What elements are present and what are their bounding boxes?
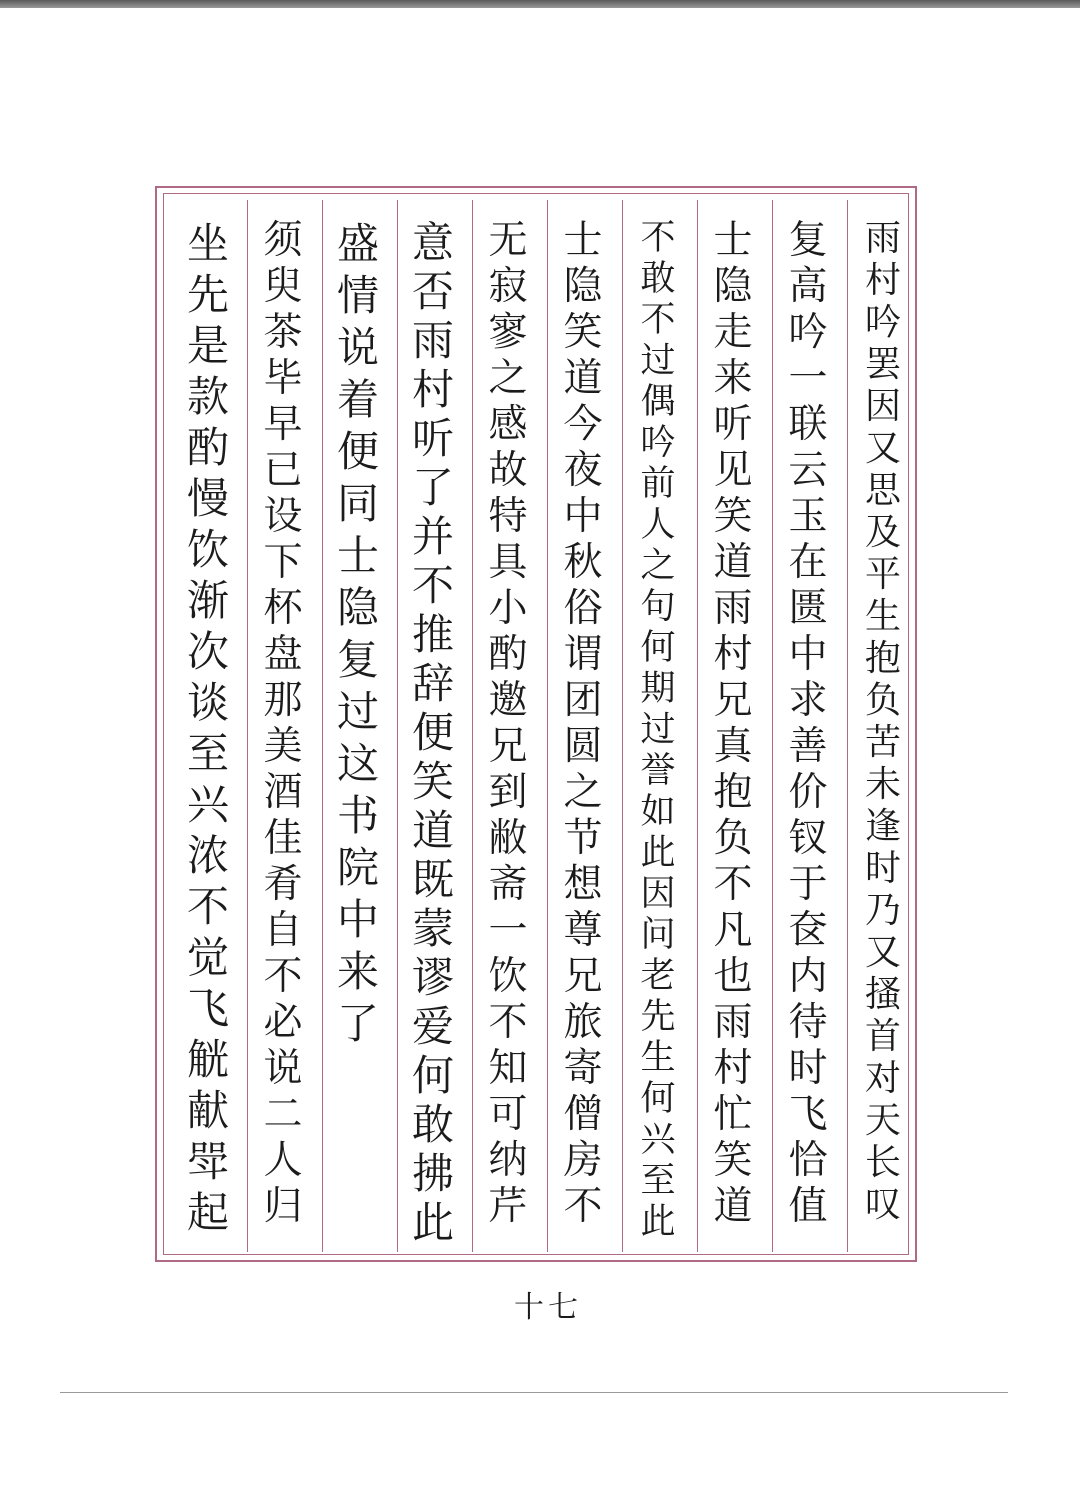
handwritten-character: 说: [336, 323, 379, 372]
handwritten-character: 生: [640, 1038, 676, 1078]
handwritten-character: 辞: [411, 659, 454, 708]
handwritten-character: 雨: [713, 586, 753, 631]
handwritten-character: 善: [788, 724, 828, 769]
handwritten-character: 于: [788, 862, 828, 907]
handwritten-character: 人: [263, 1138, 303, 1183]
handwritten-character: 未: [864, 764, 901, 805]
handwritten-character: 具: [488, 540, 528, 585]
text-column-9: [251, 218, 315, 1252]
handwritten-character: 了: [336, 999, 379, 1048]
handwritten-character: 誉: [640, 751, 676, 791]
handwritten-character: 如: [640, 792, 676, 832]
handwritten-character: 雨: [713, 1000, 753, 1045]
handwritten-character: 芹: [488, 1184, 528, 1229]
handwritten-character: 节: [563, 816, 603, 861]
handwritten-character: 听: [713, 402, 753, 447]
handwritten-character: 设: [263, 494, 303, 539]
handwritten-character: 斋: [488, 862, 528, 907]
handwritten-character: 不: [488, 1000, 528, 1045]
handwritten-character: 先: [640, 997, 676, 1037]
handwritten-character: 今: [563, 402, 603, 447]
handwritten-character: 浓: [186, 831, 229, 880]
handwritten-character: 盘: [263, 632, 303, 677]
handwritten-character: 值: [788, 1184, 828, 1229]
handwritten-character: 否: [411, 267, 454, 316]
text-column-3: [701, 218, 765, 1252]
handwritten-character: 兴: [186, 780, 229, 829]
handwritten-character: 在: [788, 540, 828, 585]
handwritten-character: 期: [640, 669, 676, 709]
handwritten-character: 不: [640, 218, 676, 258]
handwritten-character: 自: [263, 908, 303, 953]
handwritten-character: 来: [336, 947, 379, 996]
handwritten-character: 对: [864, 1058, 901, 1099]
text-column-5: [551, 218, 615, 1252]
handwritten-character: 道: [713, 1184, 753, 1229]
scan-top-edge: [0, 0, 1080, 8]
column-divider: [847, 200, 848, 1252]
handwritten-character: 抱: [864, 638, 901, 679]
handwritten-character: 又: [864, 428, 901, 469]
handwritten-character: 苦: [864, 722, 901, 763]
handwritten-character: 匮: [788, 586, 828, 631]
handwritten-character: 内: [788, 954, 828, 999]
handwritten-character: 了: [411, 463, 454, 512]
handwritten-character: 故: [488, 448, 528, 493]
handwritten-character: 感: [488, 402, 528, 447]
handwritten-character: 不: [263, 954, 303, 999]
handwritten-character: 下: [263, 540, 303, 585]
handwritten-character: 圆: [563, 724, 603, 769]
handwritten-character: 因: [864, 386, 901, 427]
handwritten-character: 特: [488, 494, 528, 539]
handwritten-character: 谬: [411, 953, 454, 1002]
handwritten-character: 之: [563, 770, 603, 815]
handwritten-character: 凡: [713, 908, 753, 953]
handwritten-character: 俗: [563, 586, 603, 631]
handwritten-character: 斝: [186, 1137, 229, 1186]
handwritten-character: 抱: [713, 770, 753, 815]
handwritten-character: 又: [864, 932, 901, 973]
handwritten-character: 句: [640, 587, 676, 627]
handwritten-character: 次: [186, 627, 229, 676]
handwritten-character: 僧: [563, 1092, 603, 1137]
handwritten-character: 先: [186, 270, 229, 319]
text-column-8: [326, 218, 390, 1252]
handwritten-character: 恰: [788, 1138, 828, 1183]
handwritten-character: 士: [713, 218, 753, 263]
handwritten-character: 何: [411, 1051, 454, 1100]
handwritten-character: 不: [640, 300, 676, 340]
handwritten-character: 士: [336, 531, 379, 580]
handwritten-character: 走: [713, 310, 753, 355]
handwritten-character: 酌: [488, 632, 528, 677]
text-column-4: [626, 218, 690, 1252]
handwritten-character: 吟: [788, 310, 828, 355]
handwritten-character: 团: [563, 678, 603, 723]
handwritten-character: 联: [788, 402, 828, 447]
handwritten-character: 雨: [864, 218, 901, 259]
handwritten-character: 佳: [263, 816, 303, 861]
handwritten-character: 隐: [336, 583, 379, 632]
handwritten-character: 吟: [640, 423, 676, 463]
handwritten-character: 因: [640, 874, 676, 914]
handwritten-character: 村: [713, 632, 753, 677]
handwritten-character: 房: [563, 1138, 603, 1183]
handwritten-character: 价: [788, 770, 828, 815]
page-number: 十七: [514, 1290, 582, 1325]
handwritten-character: 求: [788, 678, 828, 723]
handwritten-character: 也: [713, 954, 753, 999]
handwritten-character: 见: [713, 448, 753, 493]
column-divider: [772, 200, 773, 1252]
handwritten-character: 寥: [488, 310, 528, 355]
handwritten-character: 必: [263, 1000, 303, 1045]
handwritten-character: 思: [864, 470, 901, 511]
handwritten-character: 至: [186, 729, 229, 778]
handwritten-character: 二: [263, 1092, 303, 1137]
text-column-2: [776, 218, 840, 1252]
handwritten-character: 中: [788, 632, 828, 677]
handwritten-character: 及: [864, 512, 901, 553]
handwritten-character: 院: [336, 843, 379, 892]
handwritten-character: 想: [563, 862, 603, 907]
handwritten-character: 来: [713, 356, 753, 401]
handwritten-character: 小: [488, 586, 528, 631]
handwritten-character: 无: [488, 218, 528, 263]
handwritten-character: 云: [788, 448, 828, 493]
handwritten-character: 臾: [263, 264, 303, 309]
handwritten-character: 不: [186, 882, 229, 931]
handwritten-character: 茶: [263, 310, 303, 355]
handwritten-character: 笑: [563, 310, 603, 355]
handwritten-character: 负: [864, 680, 901, 721]
handwritten-character: 谈: [186, 678, 229, 727]
handwritten-character: 老: [640, 956, 676, 996]
handwritten-character: 首: [864, 1016, 901, 1057]
handwritten-character: 天: [864, 1100, 901, 1141]
handwritten-character: 蒙: [411, 904, 454, 953]
column-divider: [472, 200, 473, 1252]
bottom-rule: [60, 1392, 1008, 1393]
handwritten-character: 长: [864, 1142, 901, 1183]
handwritten-character: 便: [411, 708, 454, 757]
handwritten-character: 过: [640, 341, 676, 381]
handwritten-character: 寂: [488, 264, 528, 309]
handwritten-character: 一: [488, 908, 528, 953]
handwritten-character: 不: [713, 862, 753, 907]
handwritten-character: 道: [411, 806, 454, 855]
handwritten-character: 笑: [411, 757, 454, 806]
handwritten-character: 不: [563, 1184, 603, 1229]
column-divider: [547, 200, 548, 1252]
handwritten-character: 负: [713, 816, 753, 861]
handwritten-character: 是: [186, 321, 229, 370]
handwritten-character: 士: [563, 218, 603, 263]
handwritten-character: 中: [336, 895, 379, 944]
handwritten-character: 真: [713, 724, 753, 769]
handwritten-character: 笑: [713, 1138, 753, 1183]
handwritten-character: 之: [640, 546, 676, 586]
handwritten-character: 兄: [713, 678, 753, 723]
handwritten-character: 过: [640, 710, 676, 750]
handwritten-character: 忙: [713, 1092, 753, 1137]
handwritten-character: 隐: [563, 264, 603, 309]
handwritten-character: 着: [336, 375, 379, 424]
column-divider: [697, 200, 698, 1252]
handwritten-character: 乃: [864, 890, 901, 931]
handwritten-character: 人: [640, 505, 676, 545]
handwritten-character: 此: [411, 1198, 454, 1247]
handwritten-character: 玉: [788, 494, 828, 539]
handwritten-character: 兄: [488, 724, 528, 769]
handwritten-character: 觉: [186, 933, 229, 982]
handwritten-character: 一: [788, 356, 828, 401]
handwritten-character: 待: [788, 1000, 828, 1045]
handwritten-character: 饮: [488, 954, 528, 999]
handwritten-character: 兄: [563, 954, 603, 999]
handwritten-character: 寄: [563, 1046, 603, 1091]
handwritten-character: 到: [488, 770, 528, 815]
handwritten-character: 时: [864, 848, 901, 889]
handwritten-character: 夜: [563, 448, 603, 493]
handwritten-character: 前: [640, 464, 676, 504]
handwritten-character: 道: [713, 540, 753, 585]
handwritten-character: 此: [640, 833, 676, 873]
handwritten-character: 盛: [336, 219, 379, 268]
handwritten-character: 何: [640, 1079, 676, 1119]
handwritten-character: 纳: [488, 1138, 528, 1183]
handwritten-character: 慢: [186, 474, 229, 523]
handwritten-character: 逢: [864, 806, 901, 847]
handwritten-character: 此: [640, 1202, 676, 1242]
handwritten-character: 起: [186, 1188, 229, 1237]
handwritten-character: 杯: [263, 586, 303, 631]
text-column-10: [176, 218, 240, 1252]
handwritten-character: 秋: [563, 540, 603, 585]
handwritten-character: 同: [336, 479, 379, 528]
handwritten-character: 偶: [640, 382, 676, 422]
handwritten-character: 复: [336, 635, 379, 684]
text-column-7: [401, 218, 465, 1252]
handwritten-character: 村: [864, 260, 901, 301]
handwritten-character: 那: [263, 678, 303, 723]
handwritten-character: 奁: [788, 908, 828, 953]
handwritten-character: 既: [411, 855, 454, 904]
handwritten-character: 邀: [488, 678, 528, 723]
handwritten-character: 爱: [411, 1002, 454, 1051]
handwritten-character: 平: [864, 554, 901, 595]
handwritten-character: 飞: [788, 1092, 828, 1137]
handwritten-character: 生: [864, 596, 901, 637]
handwritten-character: 须: [263, 218, 303, 263]
handwritten-character: 之: [488, 356, 528, 401]
handwritten-character: 谓: [563, 632, 603, 677]
column-divider: [397, 200, 398, 1252]
handwritten-character: 隐: [713, 264, 753, 309]
text-column-1: [851, 218, 915, 1252]
handwritten-character: 中: [563, 494, 603, 539]
handwritten-character: 何: [640, 628, 676, 668]
handwritten-character: 款: [186, 372, 229, 421]
handwritten-character: 敢: [411, 1100, 454, 1149]
handwritten-character: 复: [788, 218, 828, 263]
handwritten-character: 笑: [713, 494, 753, 539]
handwritten-character: 村: [713, 1046, 753, 1091]
handwritten-character: 兴: [640, 1120, 676, 1160]
handwritten-character: 说: [263, 1046, 303, 1091]
handwritten-character: 敢: [640, 259, 676, 299]
handwritten-character: 村: [411, 365, 454, 414]
handwritten-character: 坐: [186, 219, 229, 268]
handwritten-character: 饮: [186, 525, 229, 574]
handwritten-character: 飞: [186, 984, 229, 1033]
handwritten-character: 觥: [186, 1035, 229, 1084]
handwritten-character: 钗: [788, 816, 828, 861]
column-divider: [322, 200, 323, 1252]
handwritten-character: 旅: [563, 1000, 603, 1045]
handwritten-character: 尊: [563, 908, 603, 953]
handwritten-character: 渐: [186, 576, 229, 625]
handwritten-character: 这: [336, 739, 379, 788]
handwritten-character: 并: [411, 512, 454, 561]
handwritten-character: 雨: [411, 316, 454, 365]
handwritten-character: 情: [336, 271, 379, 320]
handwritten-character: 道: [563, 356, 603, 401]
handwritten-character: 听: [411, 414, 454, 463]
handwritten-character: 推: [411, 610, 454, 659]
handwritten-character: 意: [411, 218, 454, 267]
text-column-6: [476, 218, 540, 1252]
handwritten-character: 献: [186, 1086, 229, 1135]
handwritten-character: 高: [788, 264, 828, 309]
handwritten-character: 知: [488, 1046, 528, 1091]
handwritten-character: 至: [640, 1161, 676, 1201]
column-divider: [622, 200, 623, 1252]
handwritten-character: 已: [263, 448, 303, 493]
handwritten-character: 早: [263, 402, 303, 447]
handwritten-character: 美: [263, 724, 303, 769]
handwritten-character: 时: [788, 1046, 828, 1091]
handwritten-character: 毕: [263, 356, 303, 401]
handwritten-character: 敝: [488, 816, 528, 861]
handwritten-character: 罢: [864, 344, 901, 385]
handwritten-character: 便: [336, 427, 379, 476]
handwritten-character: 问: [640, 915, 676, 955]
handwritten-character: 叹: [864, 1184, 901, 1225]
handwritten-character: 过: [336, 687, 379, 736]
handwritten-character: 搔: [864, 974, 901, 1015]
handwritten-character: 不: [411, 561, 454, 610]
handwritten-character: 书: [336, 791, 379, 840]
handwritten-character: 拂: [411, 1149, 454, 1198]
handwritten-character: 肴: [263, 862, 303, 907]
handwritten-character: 归: [263, 1184, 303, 1229]
handwritten-character: 吟: [864, 302, 901, 343]
column-divider: [247, 200, 248, 1252]
handwritten-character: 酒: [263, 770, 303, 815]
handwritten-character: 可: [488, 1092, 528, 1137]
handwritten-character: 酌: [186, 423, 229, 472]
